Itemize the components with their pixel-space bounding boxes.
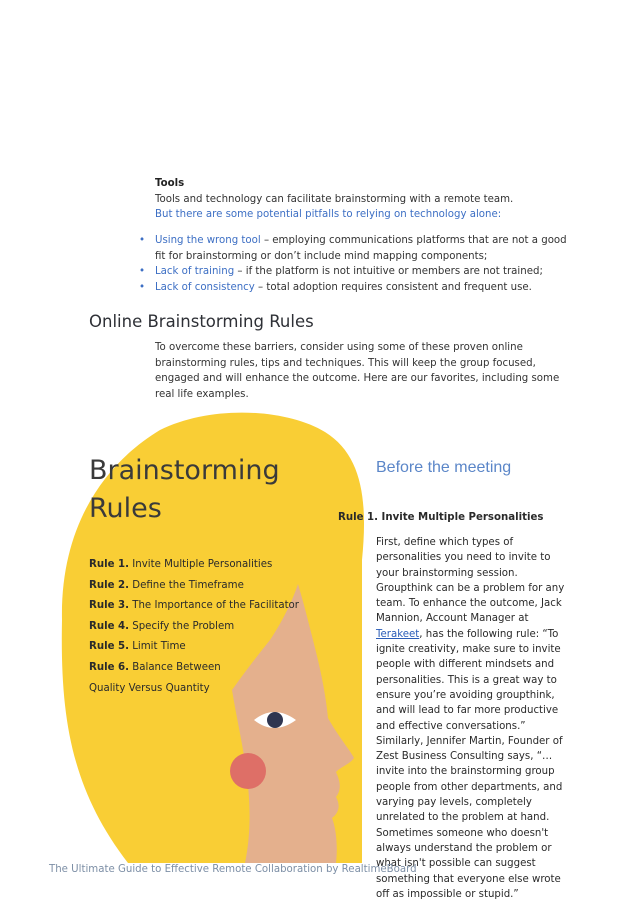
rule-item xyxy=(89,555,319,576)
pitfall-item xyxy=(139,233,579,264)
rule-text: Define the Timeframe xyxy=(129,579,244,591)
bullet-icon: • xyxy=(139,235,146,246)
rule-number: Rule 1. xyxy=(89,559,130,570)
pitfall-text: – if the platform is not intuitive or members are not trained; xyxy=(234,266,543,277)
rule-1-text-post: , has the following rule: “To ignite creativity, make sure to invite people with different mindsets and personalities. This is a great way to ensure you’re avoiding groupthink, and will lead to far more productive and effective conversations.” xyxy=(376,628,561,732)
rule-text: Invite Multiple Personalities xyxy=(129,559,273,570)
rule-1-paragraph-2: Similarly, Jennifer Martin, Founder of Zest Business Consulting says, “… invite into the brainstorming group people from other departments, and varying pay levels, completely unrelated to the problem at hand. Sometimes someone who doesn't always understand the problem or what isn't possible can suggest something that everyone else wrote off as impossible or stupid.” xyxy=(376,735,563,900)
pitfall-link[interactable]: Lack of training xyxy=(155,266,235,277)
rules-list xyxy=(89,555,319,699)
pitfall-text: – employing communications platforms that are not a good fit for brainstorming or don’t include mind mapping components; xyxy=(155,235,567,262)
rule-1-text-pre: First, define which types of personalities you need to invite to your brainstorming session. Groupthink can be a problem for any team. To enhance the outcome, Jack Mannion, Account Manager at xyxy=(376,537,565,625)
rule-text: Balance Between xyxy=(129,661,221,673)
rule-item xyxy=(89,637,319,658)
pitfall-item xyxy=(139,264,579,280)
illustration-title-line-1: Brainstorming xyxy=(89,455,280,486)
rule-number: Rule 2. xyxy=(89,579,130,591)
eye-pupil xyxy=(267,712,283,728)
pitfall-text: – total adoption requires consistent and frequent use. xyxy=(254,281,532,293)
rule-item xyxy=(89,596,319,617)
pitfall-link[interactable]: Lack of consistency xyxy=(155,281,255,293)
rule-text: The Importance of the Facilitator xyxy=(129,600,299,612)
pitfall-link[interactable]: Using the wrong tool xyxy=(155,235,261,246)
rule-text: Specify the Problem xyxy=(129,620,235,632)
pitfalls-list xyxy=(139,233,579,295)
terakeet-link[interactable]: Terakeet xyxy=(376,628,420,640)
page-footer: The Ultimate Guide to Effective Remote Collaboration by RealtimeBoard xyxy=(49,864,417,875)
rule-item xyxy=(89,576,319,597)
illustration-title-line-2: Rules xyxy=(89,493,162,524)
section-intro: To overcome these barriers, consider using some of these proven online brainstorming rules, tips and techniques. This will keep the group focused, engaged and will enhance the outcome. Here are our favorites, including some real life examples. xyxy=(155,342,560,400)
rule-1-body xyxy=(376,535,576,902)
before-meeting-heading: Before the meeting xyxy=(376,459,512,476)
rule-item-continued: Quality Versus Quantity xyxy=(89,682,210,694)
rule-item xyxy=(89,658,319,679)
tools-line-2: But there are some potential pitfalls to relying on technology alone: xyxy=(155,209,502,220)
rule-item xyxy=(89,617,319,638)
rule-1-heading: Rule 1. Invite Multiple Personalities xyxy=(338,512,544,523)
tools-heading: Tools xyxy=(155,178,185,189)
bullet-icon: • xyxy=(139,266,146,277)
illustration-title xyxy=(89,452,280,528)
tools-line-1: Tools and technology can facilitate brainstorming with a remote team. xyxy=(155,193,514,205)
bullet-icon: • xyxy=(139,281,146,293)
rule-number: Rule 6. xyxy=(89,661,130,673)
rule-number: Rule 3. xyxy=(89,600,130,612)
pitfall-item xyxy=(139,280,579,296)
tools-section xyxy=(155,176,575,223)
section-heading: Online Brainstorming Rules xyxy=(89,312,314,331)
cheek-circle xyxy=(230,753,266,789)
rule-number: Rule 5. xyxy=(89,641,130,653)
rule-text: Limit Time xyxy=(129,641,186,653)
rule-number: Rule 4. xyxy=(89,620,130,632)
